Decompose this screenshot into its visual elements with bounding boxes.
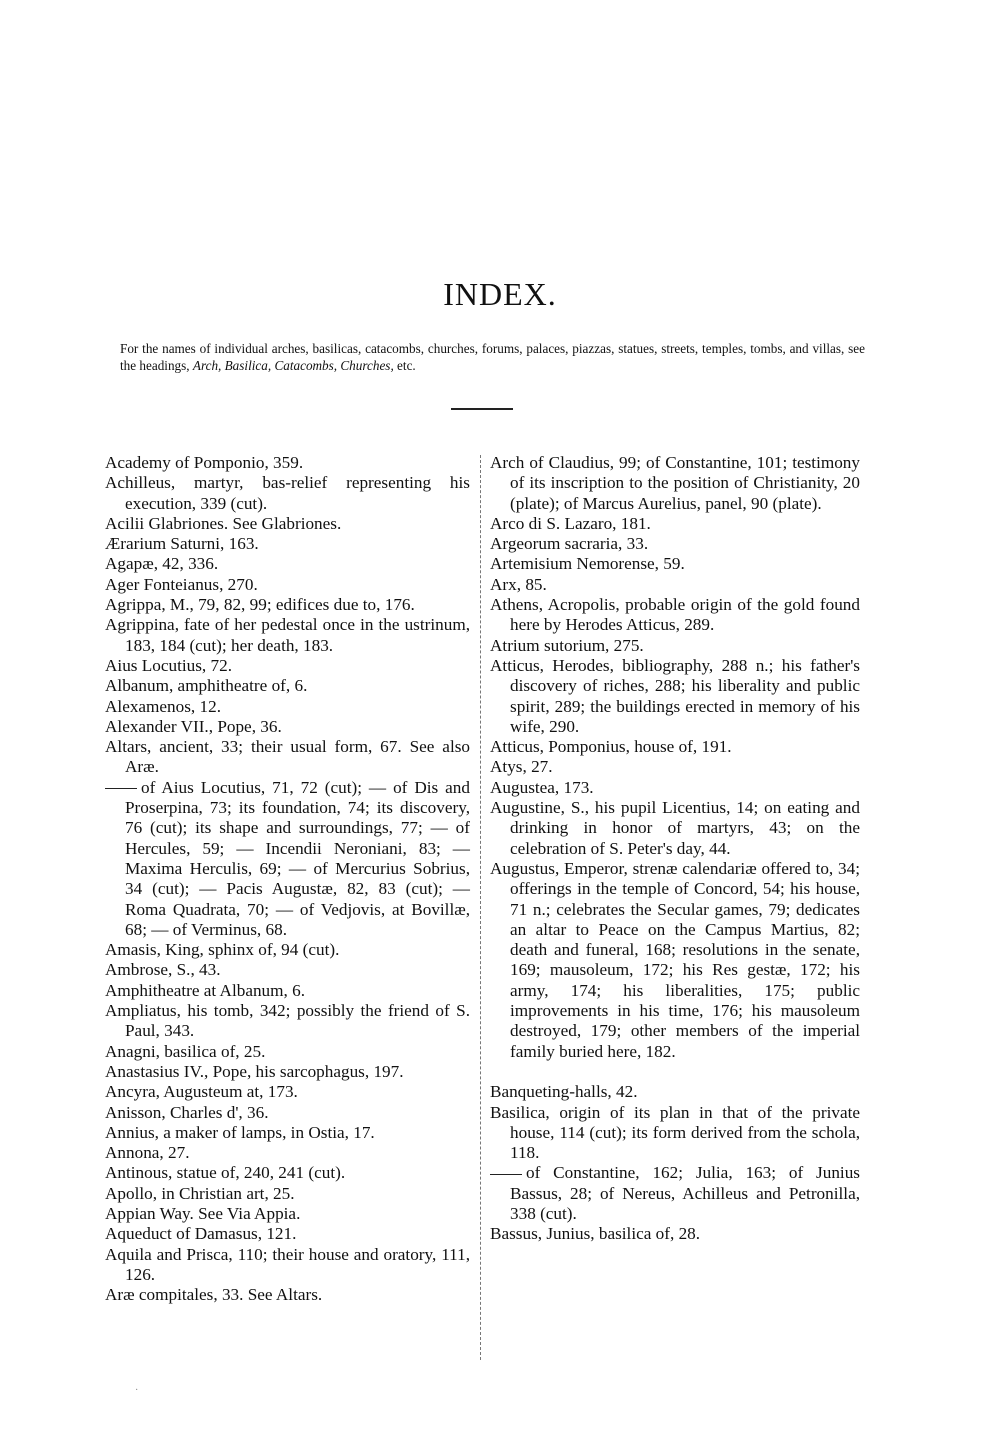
- index-entry: Arch of Claudius, 99; of Constantine, 101; testimony of its inscription to the position of Christianity, 20 (plate); of Marcus Aurelius, panel, 90 (plate).: [490, 453, 860, 513]
- index-entry: Augustine, S., his pupil Licentius, 14; on eating and drinking in honor of martyrs, 43; on the celebration of S. Peter's day, 44.: [490, 798, 860, 858]
- index-entry: Banqueting-halls, 42.: [490, 1082, 638, 1102]
- page-speck: ·: [135, 1385, 139, 1396]
- index-entry: Atticus, Pomponius, house of, 191.: [490, 737, 732, 757]
- index-entry: Albanum, amphitheatre of, 6.: [105, 676, 308, 696]
- index-entry: Academy of Pomponio, 359.: [105, 453, 304, 472]
- index-entry: Appian Way. See Via Appia.: [105, 1203, 301, 1223]
- index-entry: Basilica, origin of its plan in that of the private house, 114 (cut); its form derived from the schola, 118.: [490, 1102, 860, 1163]
- index-entry: Annius, a maker of lamps, in Ostia, 17.: [105, 1122, 375, 1142]
- page-title: INDEX.: [443, 276, 557, 312]
- index-entry: Ager Fonteianus, 270.: [105, 574, 258, 594]
- index-entry: Anagni, basilica of, 25.: [105, 1041, 266, 1061]
- index-entry: Atrium sutorium, 275.: [490, 635, 644, 655]
- index-entry: Anastasius IV., Pope, his sarcophagus, 197.: [105, 1061, 404, 1081]
- index-entry: Amphitheatre at Albanum, 6.: [105, 980, 305, 1000]
- index-entry: Achilleus, martyr, bas-relief representing his execution, 339 (cut).: [105, 473, 470, 513]
- index-entry: Anisson, Charles d', 36.: [105, 1102, 269, 1122]
- index-entry: Aius Locutius, 72.: [105, 655, 232, 675]
- index-entry: Agapæ, 42, 336.: [105, 554, 219, 574]
- index-entry: Athens, Acropolis, probable origin of the gold found here by Herodes Atticus, 289.: [490, 595, 860, 635]
- index-entry: Augustea, 173.: [490, 777, 594, 797]
- em-dash-rule: [490, 1174, 522, 1175]
- index-subentry: [490, 1163, 860, 1224]
- index-column-right: [490, 453, 860, 1245]
- index-entry: Arco di S. Lazaro, 181.: [490, 513, 651, 533]
- index-column-left: [105, 453, 470, 1305]
- index-entry: Arx, 85.: [490, 574, 547, 594]
- index-entry: Argeorum sacraria, 33.: [490, 534, 649, 554]
- note-end: etc.: [393, 358, 416, 373]
- note-text: For the names of individual arches, basilicas, catacombs, churches, forums, palaces, piazzas, statues, streets, temples, tombs, and villas, see the headings,: [120, 341, 865, 373]
- index-entry: Agrippina, fate of her pedestal once in the ustrinum, 183, 184 (cut); her death, 183.: [105, 615, 470, 655]
- note-italic: Arch, Basilica, Catacombs, Churches,: [192, 358, 394, 373]
- index-entry: Agrippa, M., 79, 82, 99; edifices due to, 176.: [105, 595, 415, 615]
- index-entry: Alexander VII., Pope, 36.: [105, 716, 282, 736]
- column-divider: [480, 455, 481, 1360]
- index-note: [120, 340, 865, 374]
- index-entry: Apollo, in Christian art, 25.: [105, 1183, 295, 1203]
- index-entry: Augustus, Emperor, strenæ calendariæ offered to, 34; offerings in the temple of Concord, 54; his house, 71 n.; celebrates the Secular games, 79; dedicates an altar to Peace on the Campus Martius, 82; death and funeral, 168; resolutions in the senate, 169; mausoleum, 172; his Res gestæ, 172; his army, 174; his liberalities, 175; public improvements in his time, 176; his mausoleum destroyed, 179; other members of the imperial family buried here, 182.: [490, 858, 860, 1061]
- index-entry: Ancyra, Augusteum at, 173.: [105, 1082, 298, 1102]
- index-entry: Bassus, Junius, basilica of, 28.: [490, 1224, 701, 1244]
- index-entry: Aquila and Prisca, 110; their house and oratory, 111, 126.: [105, 1244, 470, 1284]
- index-entry: Acilii Glabriones. See Glabriones.: [105, 513, 342, 533]
- index-entry: Atys, 27.: [490, 757, 553, 777]
- subentry-text: of Constantine, 162; Julia, 163; of Junius Bassus, 28; of Nereus, Achilleus and Petronilla, 338 (cut).: [510, 1163, 860, 1223]
- index-entry: Artemisium Nemorense, 59.: [490, 554, 685, 574]
- index-entry: Ærarium Saturni, 163.: [105, 534, 259, 554]
- index-entry: Antinous, statue of, 240, 241 (cut).: [105, 1163, 346, 1183]
- title-rule: [451, 408, 513, 410]
- index-entry: Atticus, Herodes, bibliography, 288 n.; his father's discovery of riches, 288; his liberality and public spirit, 289; the buildings erected in memory of his wife, 290.: [490, 655, 860, 736]
- index-entry: Ambrose, S., 43.: [105, 960, 221, 980]
- index-subentry: [105, 778, 470, 940]
- em-dash-rule: [105, 788, 137, 789]
- index-entry: Aqueduct of Damasus, 121.: [105, 1224, 297, 1244]
- index-entry: Alexamenos, 12.: [105, 696, 221, 716]
- index-entry: Annona, 27.: [105, 1143, 190, 1163]
- index-entry: Amasis, King, sphinx of, 94 (cut).: [105, 940, 340, 960]
- index-entry: Aræ compitales, 33. See Altars.: [105, 1285, 323, 1305]
- index-entry: Altars, ancient, 33; their usual form, 67. See also Aræ.: [105, 737, 470, 777]
- index-entry: Ampliatus, his tomb, 342; possibly the friend of S. Paul, 343.: [105, 1001, 470, 1041]
- subentry-text: of Aius Locutius, 71, 72 (cut); — of Dis and Proserpina, 73; its foundation, 74; its discovery, 76 (cut); its shape and surroundings, 77; — of Hercules, 59; — Incendii Neroniani, 83; — Maxima Herculis, 69; — of Mercurius Sobrius, 34 (cut); — Pacis Augustæ, 82, 83 (cut); — Roma Quadrata, 70; — of Vedjovis, at Bovillæ, 68; — of Verminus, 68.: [125, 777, 470, 939]
